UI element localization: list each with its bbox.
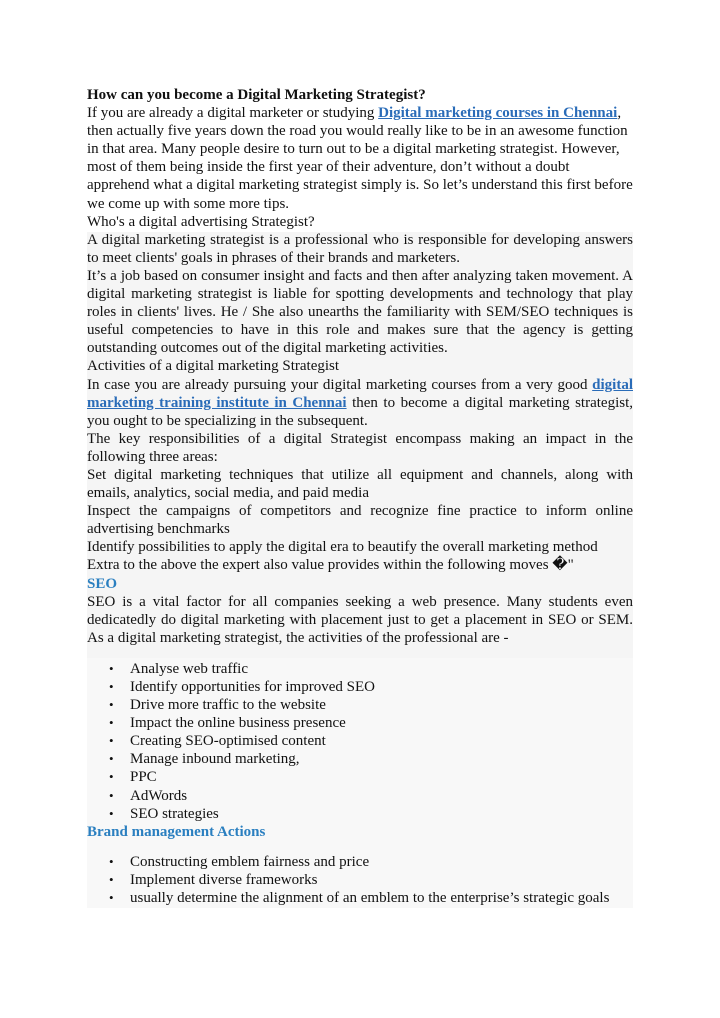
list-item-text: Drive more traffic to the website: [130, 697, 326, 714]
courses-link[interactable]: Digital marketing courses in Chennai: [378, 105, 618, 122]
list-item-text: Analyse web traffic: [130, 660, 249, 677]
brand-actions-list: [87, 853, 633, 907]
list-item-text: usually determine the alignment of an emblem to the enterprise’s strategic goals: [130, 890, 610, 907]
bullet-icon: •: [109, 751, 114, 767]
responsibilities-paragraph: The key responsibilities of a digital Strategist encompass making an impact in the following three areas:: [87, 430, 633, 465]
bullet-icon: •: [109, 787, 114, 803]
bullet-icon: •: [109, 853, 114, 869]
bullet-icon: •: [109, 715, 114, 731]
list-item: [87, 660, 633, 678]
list-item: [87, 805, 633, 823]
training-institute-link[interactable]: digital marketing training institute in Chennai: [87, 376, 633, 411]
list-item-text: AdWords: [130, 787, 188, 804]
bullet-icon: •: [109, 733, 114, 749]
list-item-text: SEO strategies: [130, 805, 219, 822]
seo-heading: SEO: [87, 575, 118, 592]
doc-title: How can you become a Digital Marketing Strategist?: [87, 87, 426, 103]
list-item-text: PPC: [130, 769, 157, 786]
bullet-icon: •: [109, 805, 114, 821]
list-item: [87, 714, 633, 732]
bullet-icon: •: [109, 871, 114, 887]
list-item: [87, 768, 633, 786]
competitors-paragraph: Inspect the campaigns of competitors and recognize fine practice to inform online advertising benchmarks: [87, 503, 633, 538]
list-item: [87, 696, 633, 714]
brand-heading: Brand management Actions: [87, 823, 266, 840]
list-item: [87, 750, 633, 768]
list-item-text: Implement diverse frameworks: [130, 871, 318, 888]
training-text-end: then to become a digital marketing strategist, you ought to be specializing in the subsequent.: [87, 394, 633, 429]
list-item: [87, 871, 633, 889]
training-paragraph: [87, 376, 633, 430]
definition-paragraph: A digital marketing strategist is a professional who is responsible for developing answers to meet clients' goals in phrases of their brands and marketers.: [87, 231, 633, 266]
seo-activities-list: [87, 660, 633, 823]
list-item-text: Manage inbound marketing,: [130, 751, 300, 768]
list-item: [87, 853, 633, 871]
intro-text-start: If you are already a digital marketer or studying: [87, 105, 379, 122]
bullet-icon: •: [109, 660, 114, 676]
extra-paragraph: Extra to the above the expert also value provides within the following moves �": [87, 557, 574, 574]
list-item: [87, 678, 633, 696]
insight-paragraph: It’s a job based on consumer insight and facts and then after analyzing taken movement. A digital marketing strategist is liable for spotting developments and technology that play roles in clients' lives. He / She also unearths the familiarity with SEM/SEO techniques is useful competencies to have in this role and makes sure that the agency is getting outstanding outcomes out of the digital marketing activities.: [87, 267, 633, 357]
techniques-paragraph: Set digital marketing techniques that utilize all equipment and channels, along with emails, analytics, social media, and paid media: [87, 466, 633, 502]
possibilities-paragraph: Identify possibilities to apply the digital era to beautify the overall marketing method: [87, 539, 598, 556]
intro-paragraph: [87, 104, 633, 213]
strategist-heading: Who's a digital advertising Strategist?: [87, 213, 315, 230]
bullet-icon: •: [109, 890, 114, 906]
training-text-start: In case you are already pursuing your digital marketing courses from a very good: [87, 376, 593, 393]
seo-paragraph: SEO is a vital factor for all companies seeking a web presence. Many students even dedicatedly do digital marketing with placement just to get a placement in SEO or SEM. As a digital marketing strategist, the activities of the professional are -: [87, 593, 633, 646]
list-item: [87, 787, 633, 805]
list-item: [87, 889, 633, 907]
bullet-icon: •: [109, 769, 114, 785]
activities-heading: Activities of a digital marketing Strategist: [87, 358, 340, 375]
document-body: [87, 86, 633, 907]
list-item-text: Creating SEO-optimised content: [130, 733, 326, 750]
list-item: [87, 732, 633, 750]
intro-text-end: , then actually five years down the road you would really like to be in an awesome function in that area. Many people desire to turn out to be a digital marketing strategist. However, most of them being inside the first year of their adventure, don’t without a doubt apprehend what a digital marketing strategist simply is. So let’s understand this first before we come up with some more tips.: [87, 105, 633, 212]
bullet-icon: •: [109, 679, 114, 694]
list-item-text: Constructing emblem fairness and price: [130, 853, 370, 870]
list-item-text: Identify opportunities for improved SEO: [130, 679, 375, 695]
list-item-text: Impact the online business presence: [130, 715, 346, 732]
bullet-icon: •: [109, 697, 114, 713]
